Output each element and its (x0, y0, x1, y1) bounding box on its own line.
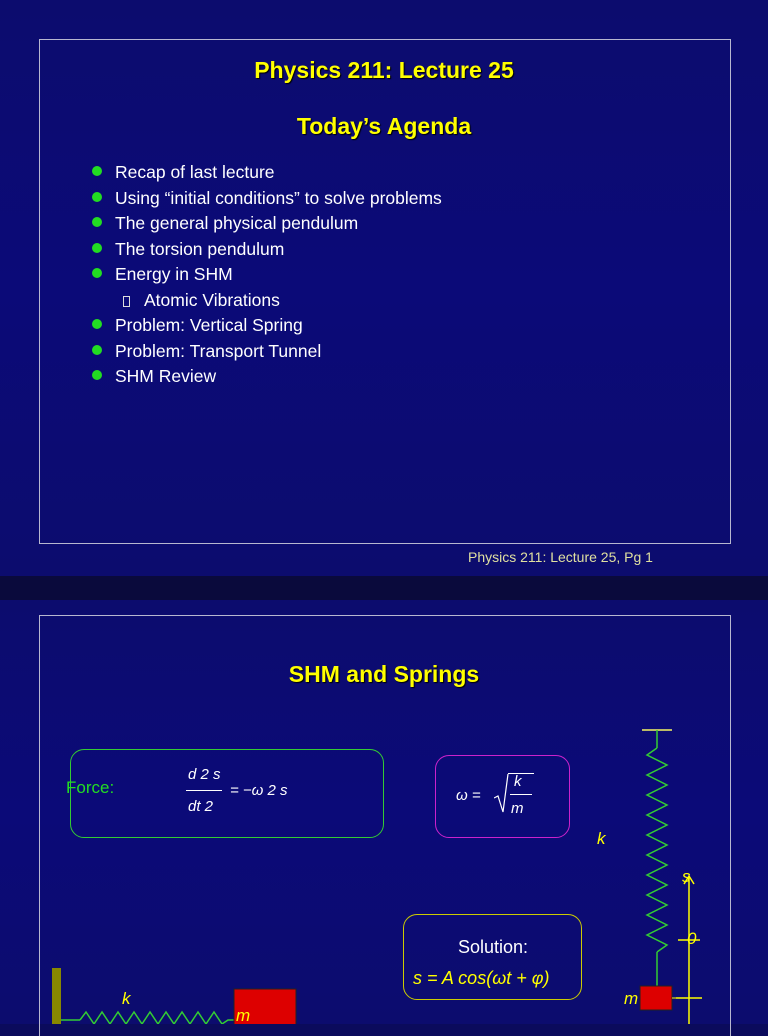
vertical-mass-block (640, 986, 672, 1010)
agenda-item-text: Energy in SHM (115, 264, 233, 284)
s-axis-zero-label: 0 (687, 929, 697, 948)
agenda-item-text: SHM Review (115, 366, 217, 386)
horizontal-spring (80, 1012, 234, 1024)
slide-1-title: Physics 211: Lecture 25 (254, 57, 514, 83)
s-axis-label: s (682, 867, 691, 886)
omega-eq-fraction-bar (510, 794, 532, 795)
slide-1-subtitle: Today’s Agenda (296, 113, 472, 139)
slide-footer: Physics 211: Lecture 25, Pg 1 (468, 549, 653, 565)
horizontal-mass-label: m (236, 1006, 251, 1025)
sqrt-sign-icon (494, 772, 508, 812)
omega-eq-numerator: k (514, 773, 522, 790)
solution-label: Solution: (458, 937, 529, 957)
slide-2-title: SHM and Springs (288, 661, 480, 687)
force-eq-rhs: = −ω 2 s (230, 782, 288, 799)
force-equation-box (70, 749, 384, 838)
omega-eq-denominator: m (511, 800, 524, 817)
agenda-item-text: The general physical pendulum (115, 213, 359, 233)
horizontal-spring-k-label: k (122, 989, 131, 1008)
force-eq-denominator: dt 2 (188, 798, 214, 815)
wall-block (52, 968, 61, 1024)
vertical-spring (647, 748, 667, 952)
agenda-item-text: Problem: Vertical Spring (115, 315, 303, 335)
agenda-item-text: Problem: Transport Tunnel (115, 340, 322, 361)
force-label: Force: (66, 778, 115, 797)
vertical-spring-k-label: k (597, 829, 606, 848)
solution-equation: s = A cos(ωt + φ) (413, 968, 550, 988)
force-eq-numerator: d 2 s (188, 766, 221, 783)
agenda-item-text: The torsion pendulum (115, 238, 285, 259)
vertical-mass-label: m (624, 989, 639, 1008)
agenda-item-text: Atomic Vibrations (144, 289, 280, 310)
force-eq-fraction-bar (186, 790, 222, 791)
omega-eq-lhs: ω = (456, 787, 481, 804)
agenda-item-text: Recap of last lecture (115, 162, 275, 182)
agenda-item-text: Using “initial conditions” to solve problems (115, 187, 442, 208)
